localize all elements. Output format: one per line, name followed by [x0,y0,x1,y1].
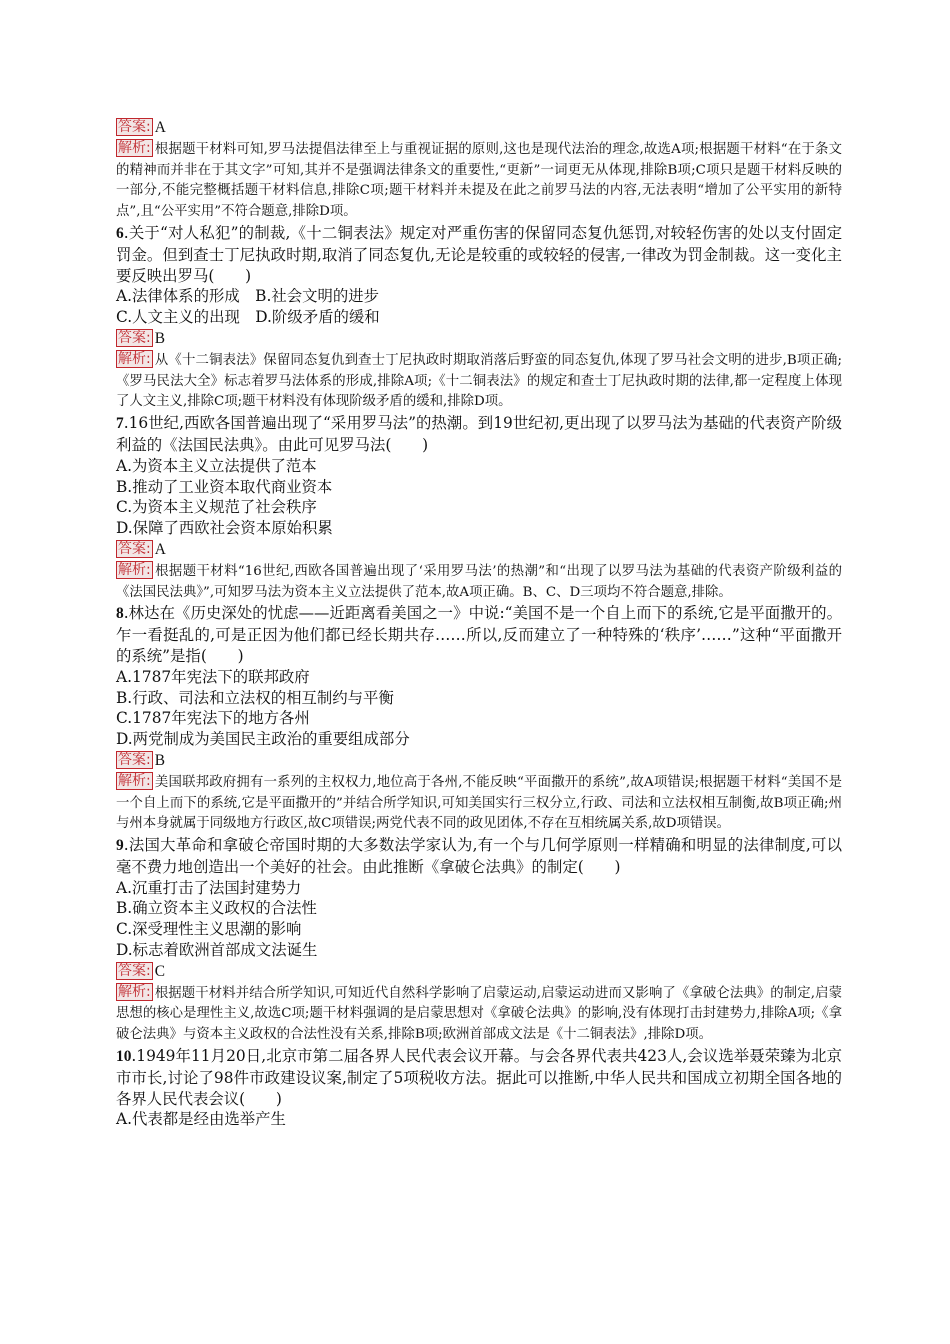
question-stem: .林达在《历史深处的忧虑——近距离看美国之一》中说:“美国不是一个自上而下的系统,它是平面撒开的。乍一看挺乱的,可是正因为他们都已经长期共存……所以,反而建立了一种特殊的‘秩序’……”这种“平面撒开的系统”是指( ) [116,604,842,665]
question-number: 10 [116,1048,132,1066]
answer-line [116,750,842,772]
analysis-tag: 解析: [118,561,151,578]
answer-tag: 答案: [118,751,151,768]
question-8 [116,603,842,666]
question-stem: .法国大革命和拿破仑帝国时期的大多数法学家认为,有一个与几何学原则一样精确和明显的法律制度,可以毫不费力地创造出一个美好的社会。由此推断《拿破仑法典》的制定( ) [116,836,842,876]
analysis-text: 根据题干材料并结合所学知识,可知近代自然科学影响了启蒙运动,启蒙运动进而又影响了《拿破仑法典》的制定,启蒙思想的核心是理性主义,故选C项;题干材料强调的是启蒙思想对《拿破仑法典》的影响,没有体现打击封建势力,排除A项;《拿破仑法典》与资本主义政权的合法性没有关系,排除B项;欧洲首部成文法是《十二铜表法》,排除D项。 [116,985,842,1043]
question-number: 6 [116,224,124,242]
analysis-line [116,350,842,413]
option-b: B.确立资本主义政权的合法性 [116,899,317,918]
option-a: A.1787年宪法下的联邦政府 [116,667,310,686]
answer-line [116,117,842,139]
answer-tag: 答案: [118,119,151,135]
option-line: A.法律体系的形成 B.社会文明的进步 [116,287,380,306]
answer-tag: 答案: [118,329,151,346]
analysis-tag: 解析: [118,983,151,1000]
option-a: A.沉重打击了法国封建势力 [116,878,302,897]
question-9 [116,835,842,878]
answer-tag: 答案: [118,540,151,557]
option-a: A.代表都是经由选举产生 [116,1110,286,1129]
answer-letter: B [154,329,165,347]
analysis-text: 根据题干材料“16世纪,西欧各国普遍出现了‘采用罗马法’的热潮”和“出现了以罗马法为基础的代表资产阶级利益的《法国民法典》”,可知罗马法为资本主义立法提供了范本,故A项正确。B、C、D三项均不符合题意,排除。 [116,563,842,600]
question-stem: .1949年11月20日,北京市第二届各界人民代表会议开幕。与会各界代表共423人,会议选举聂荣臻为北京市市长,讨论了98件市政建设议案,制定了5项税收方法。据此可以推断,中华人民共和国成立初期全国各地的各界人民代表会议( ) [116,1047,842,1108]
question-stem: .关于“对人私犯”的制裁,《十二铜表法》规定对严重伤害的保留同态复仇惩罚,对较轻伤害的处以支付固定罚金。但到查士丁尼执政时期,取消了同态复仇,无论是较重的或较轻的侵害,一律改为罚金制裁。这一变化主要反映出罗马( ) [116,223,842,285]
answer-line [116,961,842,983]
analysis-text: 美国联邦政府拥有一系列的主权权力,地位高于各州,不能反映“平面撒开的系统”,故A项错误;根据题干材料“美国不是一个自上而下的系统,它是平面撒开的”并结合所学知识,可知美国实行三权分立,行政、司法和立法权相互制衡,故B项正确;州与州本身就属于同级地方行政区,故C项错误;两党代表不同的政见团体,不存在互相统属关系,故D项错误。 [116,774,842,832]
answer-letter: B [154,751,165,769]
answer-letter: A [154,119,166,136]
option-line: C.人文主义的出现 D.阶级矛盾的缓和 [116,308,380,327]
option-b: B.推动了工业资本取代商业资本 [116,477,333,496]
analysis-tag: 解析: [118,350,151,367]
option-c: C.为资本主义规范了社会秩序 [116,498,317,517]
analysis-tag: 解析: [118,772,151,789]
option-c: C.深受理性主义思潮的影响 [116,920,302,939]
question-stem: .16世纪,西欧各国普遍出现了“采用罗马法”的热潮。到19世纪初,更出现了以罗马法为基础的代表资产阶级利益的《法国民法典》。由此可见罗马法( ) [116,414,842,454]
question-7 [116,413,842,456]
analysis-line [116,772,842,835]
question-6 [116,223,842,286]
analysis-line [116,983,842,1046]
analysis-text: 根据题干材料可知,罗马法提倡法律至上与重视证据的原则,这也是现代法治的理念,故选A项;根据题干材料“在于条文的精神而并非在于其文字”可知,其并不是强调法律条文的重要性,“更新”一词更无从体现,排除B项;C项只是题干材料反映的一部分,不能完整概括题干材料信息,排除C项;题干材料并未提及在此之前罗马法的内容,无法表明“增加了公平实用的新特点”,且“公平实用”不符合题意,排除D项。 [116,141,842,220]
question-number: 8 [116,605,124,623]
answer-letter: C [154,962,165,980]
answer-line [116,328,842,350]
option-d: D.保障了西欧社会资本原始积累 [116,519,333,538]
question-number: 7 [116,415,124,433]
answer-line [116,539,842,561]
analysis-tag: 解析: [118,139,151,156]
question-10 [116,1046,842,1109]
answer-letter: A [154,540,166,558]
analysis-line [116,561,842,604]
option-c: C.1787年宪法下的地方各州 [116,709,310,728]
option-d: D.两党制成为美国民主政治的重要组成部分 [116,730,410,749]
analysis-line [116,139,842,223]
document-page [116,117,842,1130]
question-number: 9 [116,837,124,855]
answer-tag: 答案: [118,962,151,979]
option-d: D.标志着欧洲首部成文法诞生 [116,941,318,960]
option-a: A.为资本主义立法提供了范本 [116,456,317,475]
option-b: B.行政、司法和立法权的相互制约与平衡 [116,688,394,707]
analysis-text: 从《十二铜表法》保留同态复仇到查士丁尼执政时期取消落后野蛮的同态复仇,体现了罗马社会文明的进步,B项正确;《罗马民法大全》标志着罗马法体系的形成,排除A项;《十二铜表法》的规定和查士丁尼执政时期的法律,都一定程度上体现了人文主义,排除C项;题干材料没有体现阶级矛盾的缓和,排除D项。 [116,352,842,410]
